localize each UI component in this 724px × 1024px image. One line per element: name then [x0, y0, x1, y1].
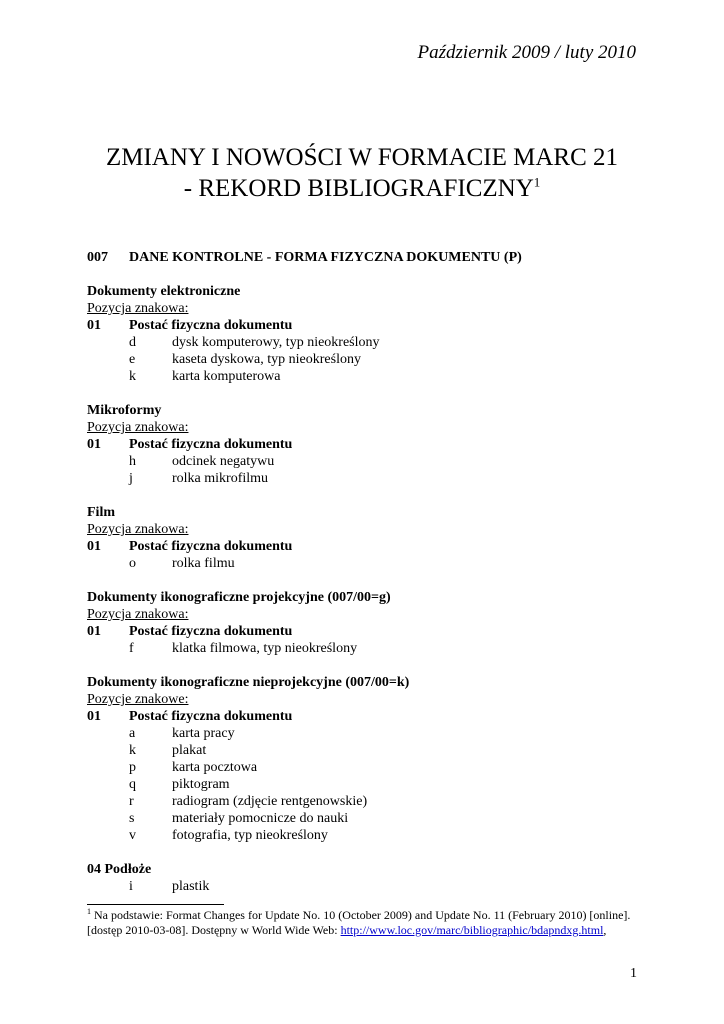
footnote-text-after: , — [603, 923, 607, 937]
footnote-separator — [87, 904, 224, 905]
section-podloze — [87, 861, 647, 895]
code-value: v — [129, 828, 136, 843]
code-description: karta pracy — [172, 726, 235, 741]
section — [87, 674, 647, 844]
code-value: k — [129, 369, 136, 384]
code-row — [87, 334, 647, 351]
document-title — [0, 142, 724, 204]
footnote-link[interactable]: http://www.loc.gov/marc/bibliographic/bdapndxg.html — [340, 923, 604, 937]
position-row — [87, 538, 647, 555]
position-number: 01 — [87, 437, 101, 452]
code-value: e — [129, 352, 136, 367]
code-row — [87, 640, 647, 657]
position-label: Pozycja znakowa: — [87, 301, 189, 316]
code-description: karta komputerowa — [172, 369, 281, 384]
field-number: 007 — [87, 250, 108, 265]
position-number: 01 — [87, 318, 101, 333]
position-row — [87, 623, 647, 640]
code-value: k — [129, 743, 136, 758]
footnote-text: Na podstawie: Format Changes for Update No. 10 (October 2009) and Update No. 11 (February 2010) [online]. [dostęp 2010-03-08]. Dostępny w World Wide Web: — [87, 908, 631, 937]
code-description: rolka mikrofilmu — [172, 471, 269, 486]
position-row — [87, 317, 647, 334]
code-value: o — [129, 556, 136, 571]
code-row — [87, 555, 647, 572]
position-name: Postać fizyczna dokumentu — [129, 318, 293, 333]
code-value: h — [129, 454, 136, 469]
position-name: Postać fizyczna dokumentu — [129, 539, 293, 554]
position-row — [87, 708, 647, 725]
code-description: dysk komputerowy, typ nieokreślony — [172, 335, 380, 350]
position-label: Pozycja znakowa: — [87, 522, 189, 537]
section — [87, 589, 647, 657]
footnote-marker: 1 — [87, 907, 91, 916]
position-label: Pozycja znakowa: — [87, 607, 189, 622]
title-line-2-text: - REKORD BIBLIOGRAFICZNY — [183, 175, 534, 202]
code-row — [87, 878, 647, 895]
code-value: f — [129, 641, 134, 656]
position-label: Pozycja znakowa: — [87, 420, 189, 435]
section-title: Dokumenty ikonograficzne projekcyjne (007/00=g) — [87, 590, 391, 605]
position-name: Postać fizyczna dokumentu — [129, 437, 293, 452]
code-value: a — [129, 726, 136, 741]
section-title: Dokumenty ikonograficzne nieprojekcyjne (007/00=k) — [87, 675, 410, 690]
code-row — [87, 793, 647, 810]
section-title: 04 Podłoże — [87, 862, 152, 877]
code-description: karta pocztowa — [172, 760, 258, 775]
code-list — [87, 878, 647, 895]
field-name: DANE KONTROLNE - FORMA FIZYCZNA DOKUMENTU (P) — [129, 250, 522, 265]
code-description: radiogram (zdjęcie rentgenowskie) — [172, 794, 368, 809]
title-footnote-ref[interactable]: 1 — [533, 174, 541, 190]
code-value: d — [129, 335, 136, 350]
section-title: Film — [87, 505, 115, 520]
field-heading — [87, 249, 647, 266]
code-description: fotografia, typ nieokreślony — [172, 828, 328, 843]
code-description: odcinek negatywu — [172, 454, 275, 469]
position-number: 01 — [87, 709, 101, 724]
title-line-1: ZMIANY I NOWOŚCI W FORMACIE MARC 21 — [105, 144, 619, 171]
code-description: rolka filmu — [172, 556, 235, 571]
section-title: Dokumenty elektroniczne — [87, 284, 241, 299]
code-description: piktogram — [172, 777, 230, 792]
sections-container — [87, 283, 647, 844]
position-row — [87, 436, 647, 453]
code-row — [87, 776, 647, 793]
code-row — [87, 368, 647, 385]
code-description: materiały pomocnicze do nauki — [172, 811, 349, 826]
position-label: Pozycje znakowe: — [87, 692, 189, 707]
code-value: r — [129, 794, 134, 809]
title-line-2 — [0, 173, 724, 204]
code-row — [87, 351, 647, 368]
code-row — [87, 742, 647, 759]
code-row — [87, 827, 647, 844]
code-value: i — [129, 879, 133, 894]
page-number: 1 — [630, 966, 637, 981]
code-value: j — [129, 471, 133, 486]
position-number: 01 — [87, 624, 101, 639]
code-row — [87, 470, 647, 487]
position-name: Postać fizyczna dokumentu — [129, 709, 293, 724]
code-value: s — [129, 811, 135, 826]
code-description: plastik — [172, 879, 210, 894]
section-title: Mikroformy — [87, 403, 162, 418]
code-row — [87, 725, 647, 742]
code-description: plakat — [172, 743, 207, 758]
header-date: Październik 2009 / luty 2010 — [417, 42, 636, 63]
code-row — [87, 759, 647, 776]
code-description: kaseta dyskowa, typ nieokreślony — [172, 352, 361, 367]
code-description: klatka filmowa, typ nieokreślony — [172, 641, 358, 656]
document-body — [87, 249, 647, 895]
position-number: 01 — [87, 539, 101, 554]
code-value: q — [129, 777, 136, 792]
code-row — [87, 810, 647, 827]
code-value: p — [129, 760, 136, 775]
position-name: Postać fizyczna dokumentu — [129, 624, 293, 639]
footnote — [87, 908, 647, 938]
section — [87, 283, 647, 385]
code-row — [87, 453, 647, 470]
section — [87, 504, 647, 572]
section — [87, 402, 647, 487]
